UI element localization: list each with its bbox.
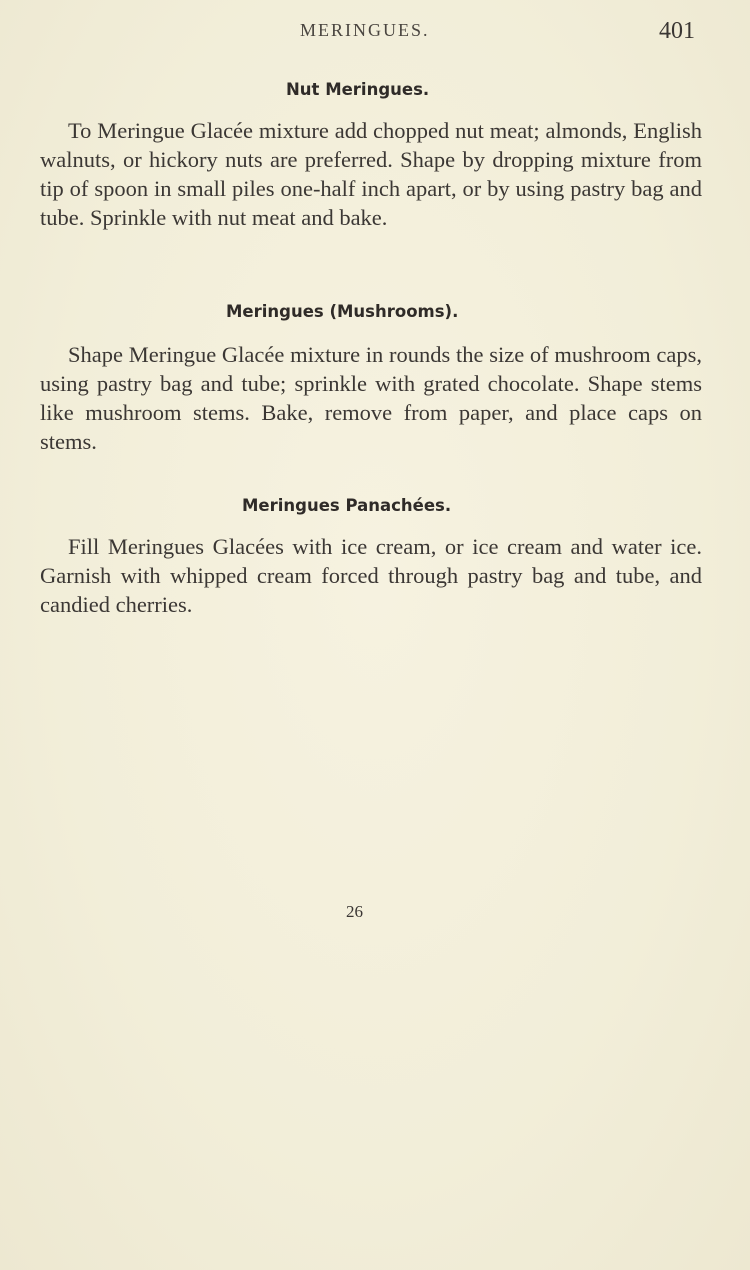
section-body-meringues-panachees: Fill Meringues Glacées with ice cream, or ice cream and water ice. Garnish with whipped cream forced through pastry bag and tube, and candied cherries.	[40, 534, 702, 617]
page-number: 401	[659, 18, 695, 44]
section-body-meringues-mushrooms: Shape Meringue Glacée mixture in rounds the size of mushroom caps, using pastry bag and tube; sprinkle with grated chocolate. Shape stems like mushroom stems. Bake, remove from paper, and place caps on stems.	[40, 342, 702, 454]
section-heading-meringues-panachees: Meringues Panachées.	[242, 496, 452, 515]
signature-mark: 26	[346, 902, 363, 921]
section-heading-meringues-mushrooms: Meringues (Mushrooms).	[226, 302, 459, 321]
running-head: MERINGUES.	[300, 20, 430, 40]
section-body-nut-meringues: To Meringue Glacée mixture add chopped nut meat; almonds, English walnuts, or hickory nuts are preferred. Shape by dropping mixture from tip of spoon in small piles one-half inch apart, or by using pastry bag and tube. Sprinkle with nut meat and bake.	[40, 118, 702, 230]
section-heading-nut-meringues: Nut Meringues.	[286, 80, 430, 99]
